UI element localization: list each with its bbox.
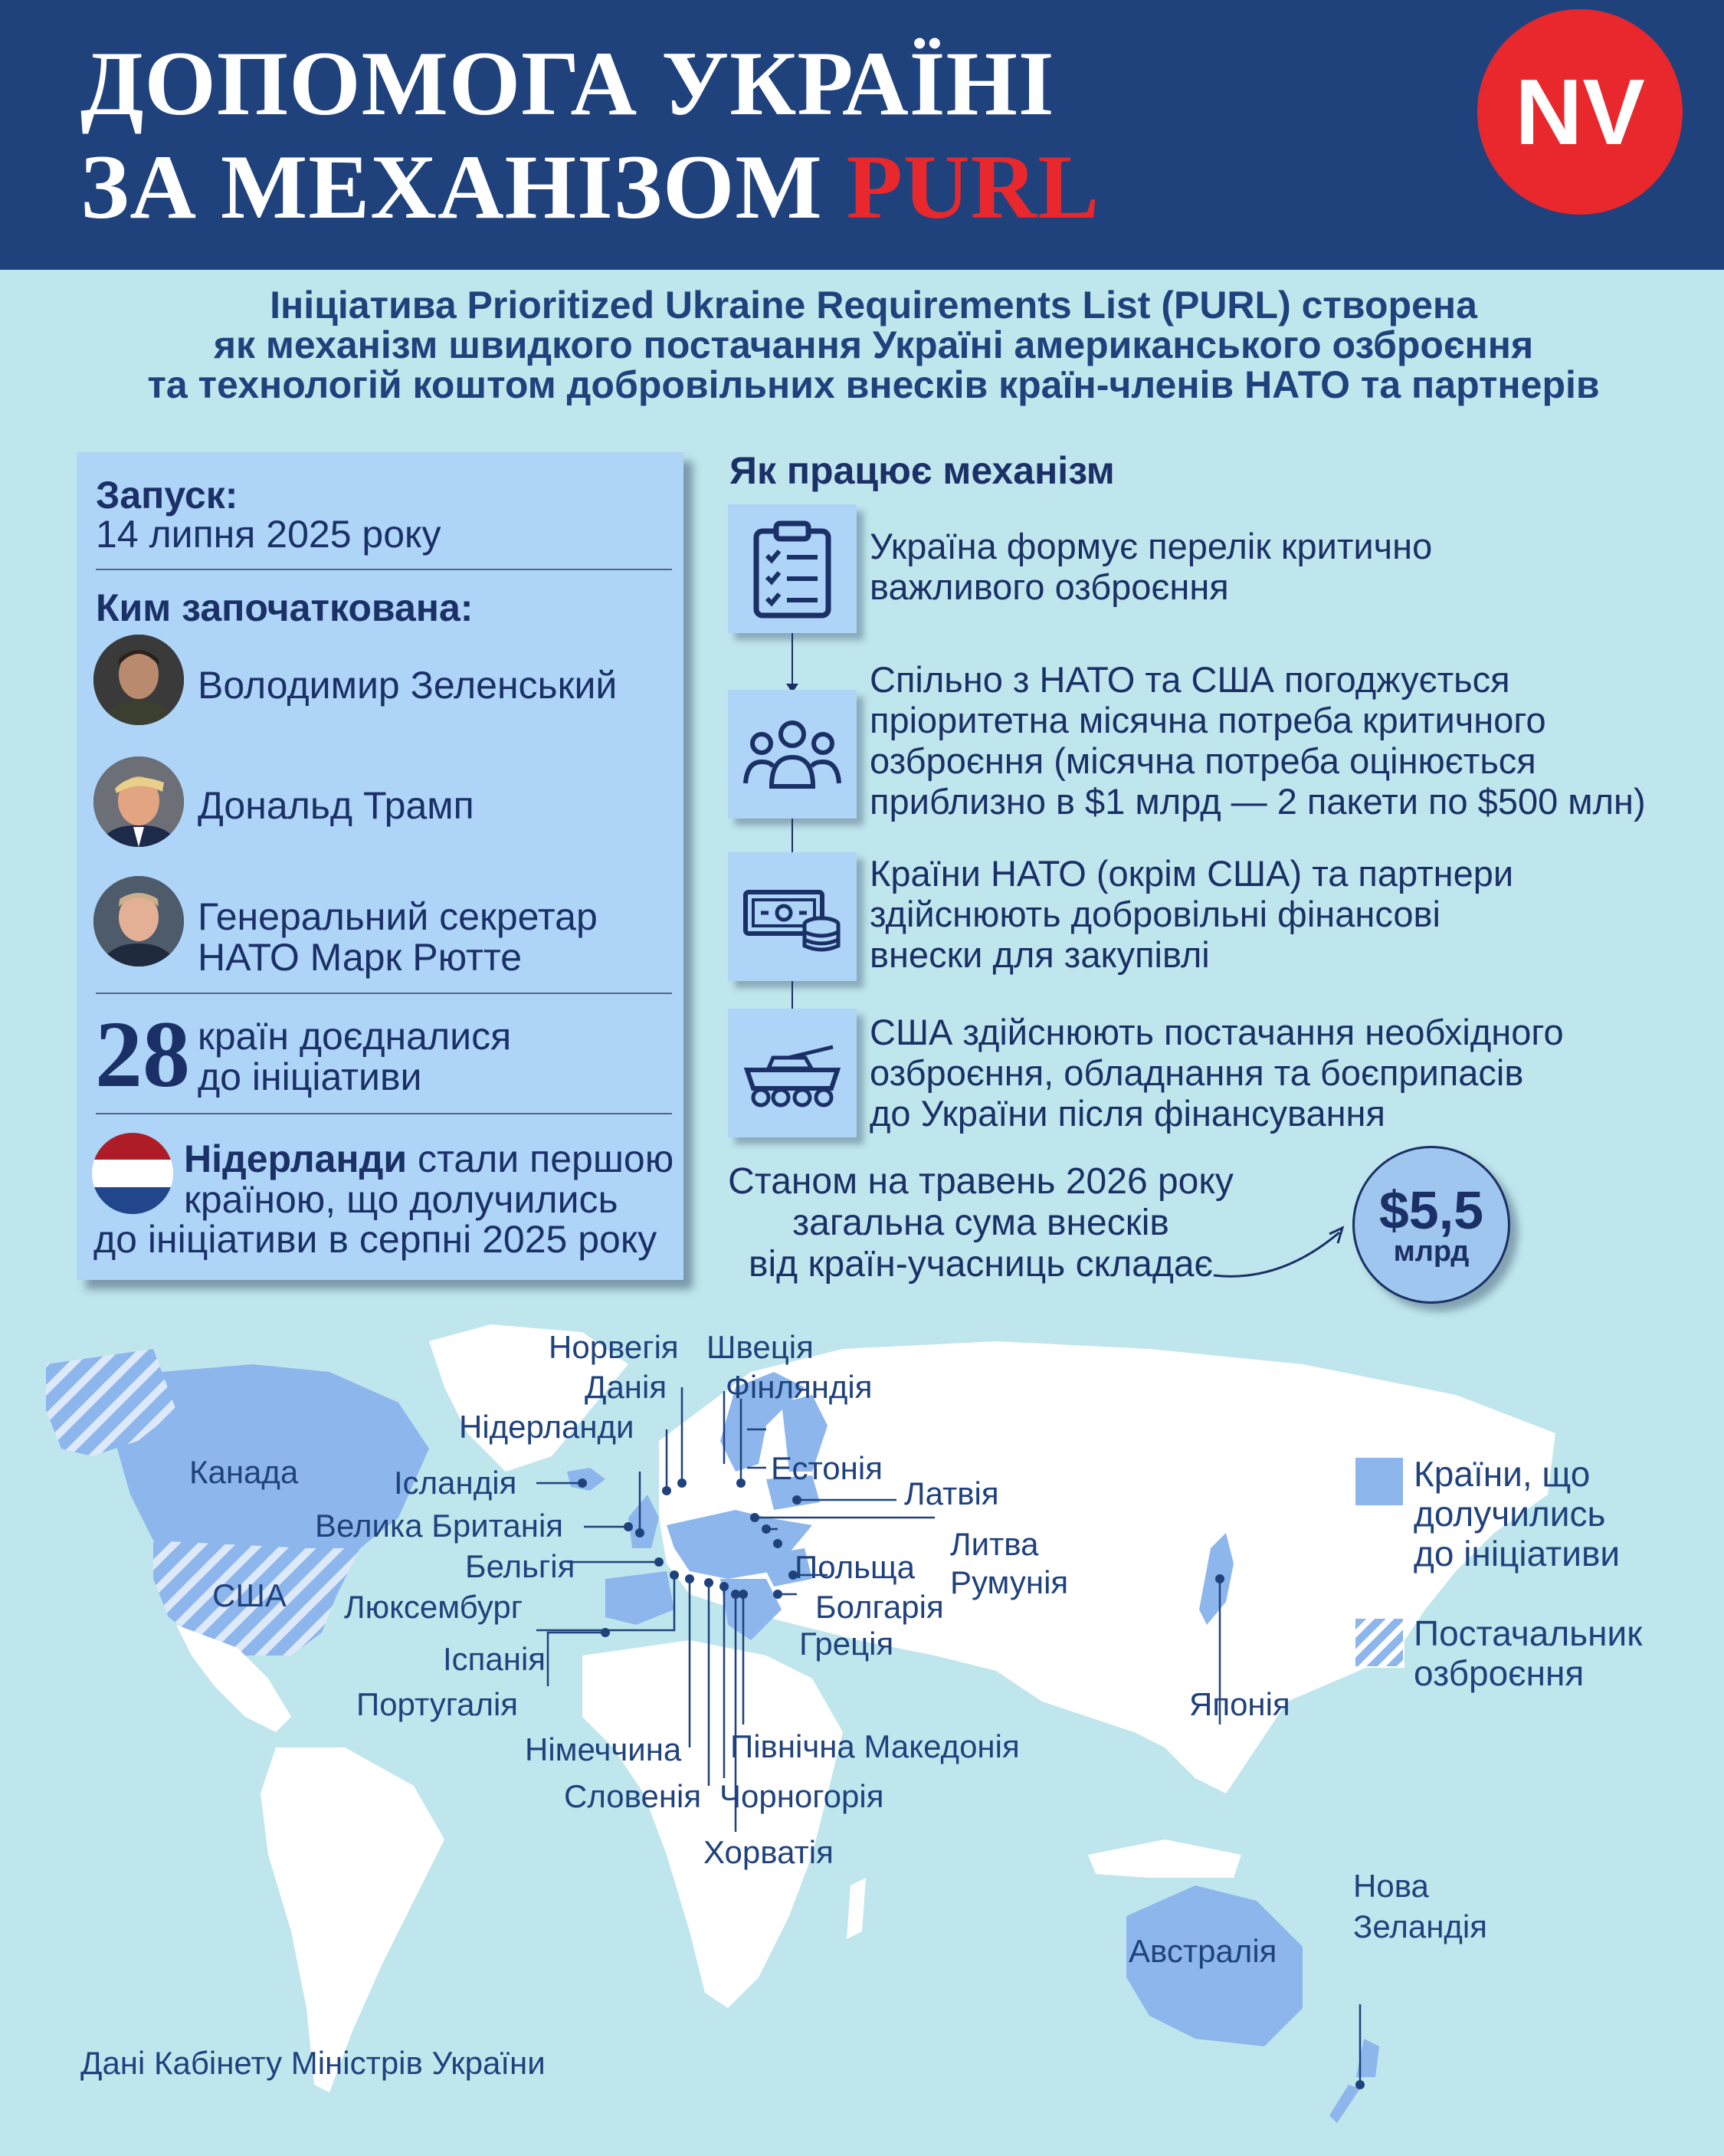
map-label-new-zealand-line2: Зеландія: [1353, 1908, 1487, 1944]
map-label-slovenia: Словенія: [564, 1778, 702, 1814]
map-label-bulgaria: Болгарія: [815, 1589, 944, 1625]
map-label-new-zealand: Нова: [1353, 1868, 1429, 1904]
step-line: Україна формує перелік критично: [870, 526, 1433, 566]
map-label-finland: Фінляндія: [726, 1369, 873, 1405]
initiator-name-line2: НАТО Марк Рютте: [198, 936, 523, 979]
map-label-canada: Канада: [189, 1454, 299, 1490]
countries-count: 28: [95, 1002, 190, 1107]
map-label-estonia: Естонія: [771, 1450, 883, 1486]
intro-line: як механізм швидкого постачання Україні американського озброєння: [213, 323, 1534, 366]
map-label-germany: Німеччина: [525, 1731, 682, 1767]
step-line: США здійснюють постачання необхідного: [870, 1012, 1564, 1052]
info-panel: [77, 452, 683, 1280]
first-country-rest: стали першою: [407, 1137, 674, 1180]
legend-supplier-swatch: [1354, 1617, 1404, 1668]
step-line: внески для закупівлі: [870, 934, 1210, 975]
step-line: Спільно з НАТО та США погоджується: [870, 659, 1510, 700]
iberia-land: [605, 1571, 674, 1625]
step-icon-box: [728, 852, 857, 981]
map-label-croatia: Хорватія: [703, 1834, 834, 1870]
map-label-spain: Іспанія: [443, 1641, 546, 1677]
clipboard-checklist-icon: [750, 519, 834, 619]
total-text: [720, 1161, 1241, 1285]
avatar-trump: [93, 756, 184, 847]
map-label-romania: Румунія: [950, 1564, 1069, 1600]
step-line: здійснюють добровільні фінансові: [870, 894, 1440, 934]
map-label-portugal: Португалія: [356, 1686, 519, 1722]
initiator-name: Дональд Трамп: [198, 784, 474, 827]
countries-text-line1: країн доєдналися: [198, 1015, 512, 1058]
total-unit: млрд: [1393, 1236, 1470, 1268]
avatar-rutte: [93, 876, 184, 966]
step-icon-box: [728, 504, 857, 633]
countries-text-line2: до ініціативи: [198, 1055, 422, 1098]
map-label-uk: Велика Британія: [315, 1508, 564, 1544]
page-title-line2: [80, 134, 1100, 240]
armored-vehicle-icon: [742, 1035, 842, 1111]
launch-date: 14 липня 2025 року: [96, 513, 441, 556]
map-label-greece: Греція: [799, 1626, 894, 1662]
step-text: [870, 1012, 1564, 1134]
divider: [96, 1113, 672, 1114]
divider: [96, 993, 672, 994]
legend-line: Країни, що: [1414, 1454, 1591, 1494]
initiator-name: Генеральний секретар: [198, 895, 598, 938]
legend-line: Постачальник: [1414, 1613, 1643, 1653]
legend-joined-label: [1414, 1454, 1620, 1574]
map-label-montenegro: Чорногорія: [719, 1778, 884, 1814]
intro-line: та технологій коштом добровільних внесків країн-членів НАТО та партнерів: [147, 363, 1600, 406]
initiator-name: Володимир Зеленський: [198, 664, 618, 707]
intro-text: [69, 285, 1678, 405]
map-label-luxembourg: Люксембург: [344, 1589, 523, 1625]
step-text: [870, 659, 1646, 822]
intro-line: Ініціатива Prioritized Ukraine Requirements List (PURL) створена: [270, 284, 1477, 327]
uk-land: [628, 1495, 659, 1548]
total-line: від країн-учасниць складає: [748, 1244, 1214, 1285]
map-label-australia: Австралія: [1129, 1933, 1277, 1969]
launch-label: Запуск:: [96, 474, 238, 517]
map-label-denmark: Данія: [585, 1369, 667, 1405]
page-title-prefix: ЗА МЕХАНІЗОМ: [80, 136, 847, 238]
step-line: озброєння, обладнання та боєприпасів: [870, 1052, 1524, 1093]
step-text: [870, 526, 1432, 607]
map-label-poland: Польща: [795, 1549, 915, 1585]
money-coins-icon: [742, 878, 842, 955]
first-country-line1: [184, 1137, 674, 1181]
africa-land: [582, 1640, 843, 2008]
step-line: приблизно в $1 млрд — 2 пакети по $500 млн): [870, 781, 1646, 822]
first-country-line2: країною, що долучились: [184, 1178, 618, 1221]
map-label-usa: США: [212, 1577, 287, 1613]
legend-joined-swatch: [1354, 1456, 1404, 1507]
step-icon-box: [728, 690, 857, 819]
page-title-accent: PURL: [846, 136, 1100, 238]
map-label-latvia: Латвія: [904, 1475, 999, 1511]
header-banner: [0, 0, 1724, 270]
map-label-japan: Японія: [1189, 1686, 1290, 1722]
divider: [96, 569, 672, 570]
step-text: [870, 853, 1513, 975]
legend-supplier-label: [1414, 1613, 1642, 1693]
first-country-name: Нідерланди: [184, 1137, 408, 1180]
initiators-label: Ким започаткована:: [96, 586, 474, 629]
netherlands-flag-icon: [92, 1133, 173, 1214]
map-label-lithuania: Литва: [950, 1526, 1039, 1562]
step-connector: [792, 633, 793, 690]
map-label-belgium: Бельгія: [465, 1548, 575, 1584]
step-line: важливого озброєння: [870, 566, 1229, 607]
iceland-land: [567, 1468, 605, 1491]
nv-logo[interactable]: NV: [1477, 9, 1683, 215]
legend-line: озброєння: [1414, 1653, 1585, 1693]
legend-line: до ініціативи: [1414, 1534, 1621, 1574]
step-line: до України після фінансування: [870, 1093, 1385, 1134]
indonesia-land: [1088, 1839, 1241, 1878]
step-line: Країни НАТО (окрім США) та партнери: [870, 853, 1514, 894]
step-icon-box: [728, 1009, 857, 1137]
source-note: Дані Кабінету Міністрів України: [80, 2045, 546, 2081]
map-label-north-macedonia: Північна Македонія: [730, 1728, 1020, 1764]
page-title-line1: ДОПОМОГА УКРАЇНІ: [80, 32, 1055, 134]
total-line: загальна сума внесків: [792, 1203, 1169, 1243]
south-america-land: [261, 1747, 444, 2092]
first-country-line3: до ініціативи в серпні 2025 року: [93, 1218, 657, 1261]
step-line: пріоритетна місячна потреба критичного: [870, 700, 1546, 740]
total-badge: [1352, 1146, 1510, 1304]
map-label-norway: Норвегія: [549, 1329, 679, 1365]
total-value: $5,5: [1378, 1180, 1484, 1240]
map-label-sweden: Швеція: [706, 1329, 814, 1365]
new-zealand-land: [1329, 2085, 1360, 2123]
total-line: Станом на травень 2026 року: [728, 1161, 1234, 1202]
avatar-zelensky: [93, 635, 184, 725]
map-label-netherlands: Нідерланди: [459, 1409, 634, 1445]
step-line: озброєння (місячна потреба оцінюється: [870, 740, 1536, 781]
map-label-iceland: Ісландія: [394, 1465, 517, 1501]
mechanism-title: Як працює механізм: [729, 449, 1115, 492]
people-group-icon: [742, 716, 842, 793]
arrow-icon: [1211, 1219, 1349, 1288]
madagascar-land: [847, 1878, 866, 1939]
legend-line: долучились: [1414, 1494, 1606, 1534]
